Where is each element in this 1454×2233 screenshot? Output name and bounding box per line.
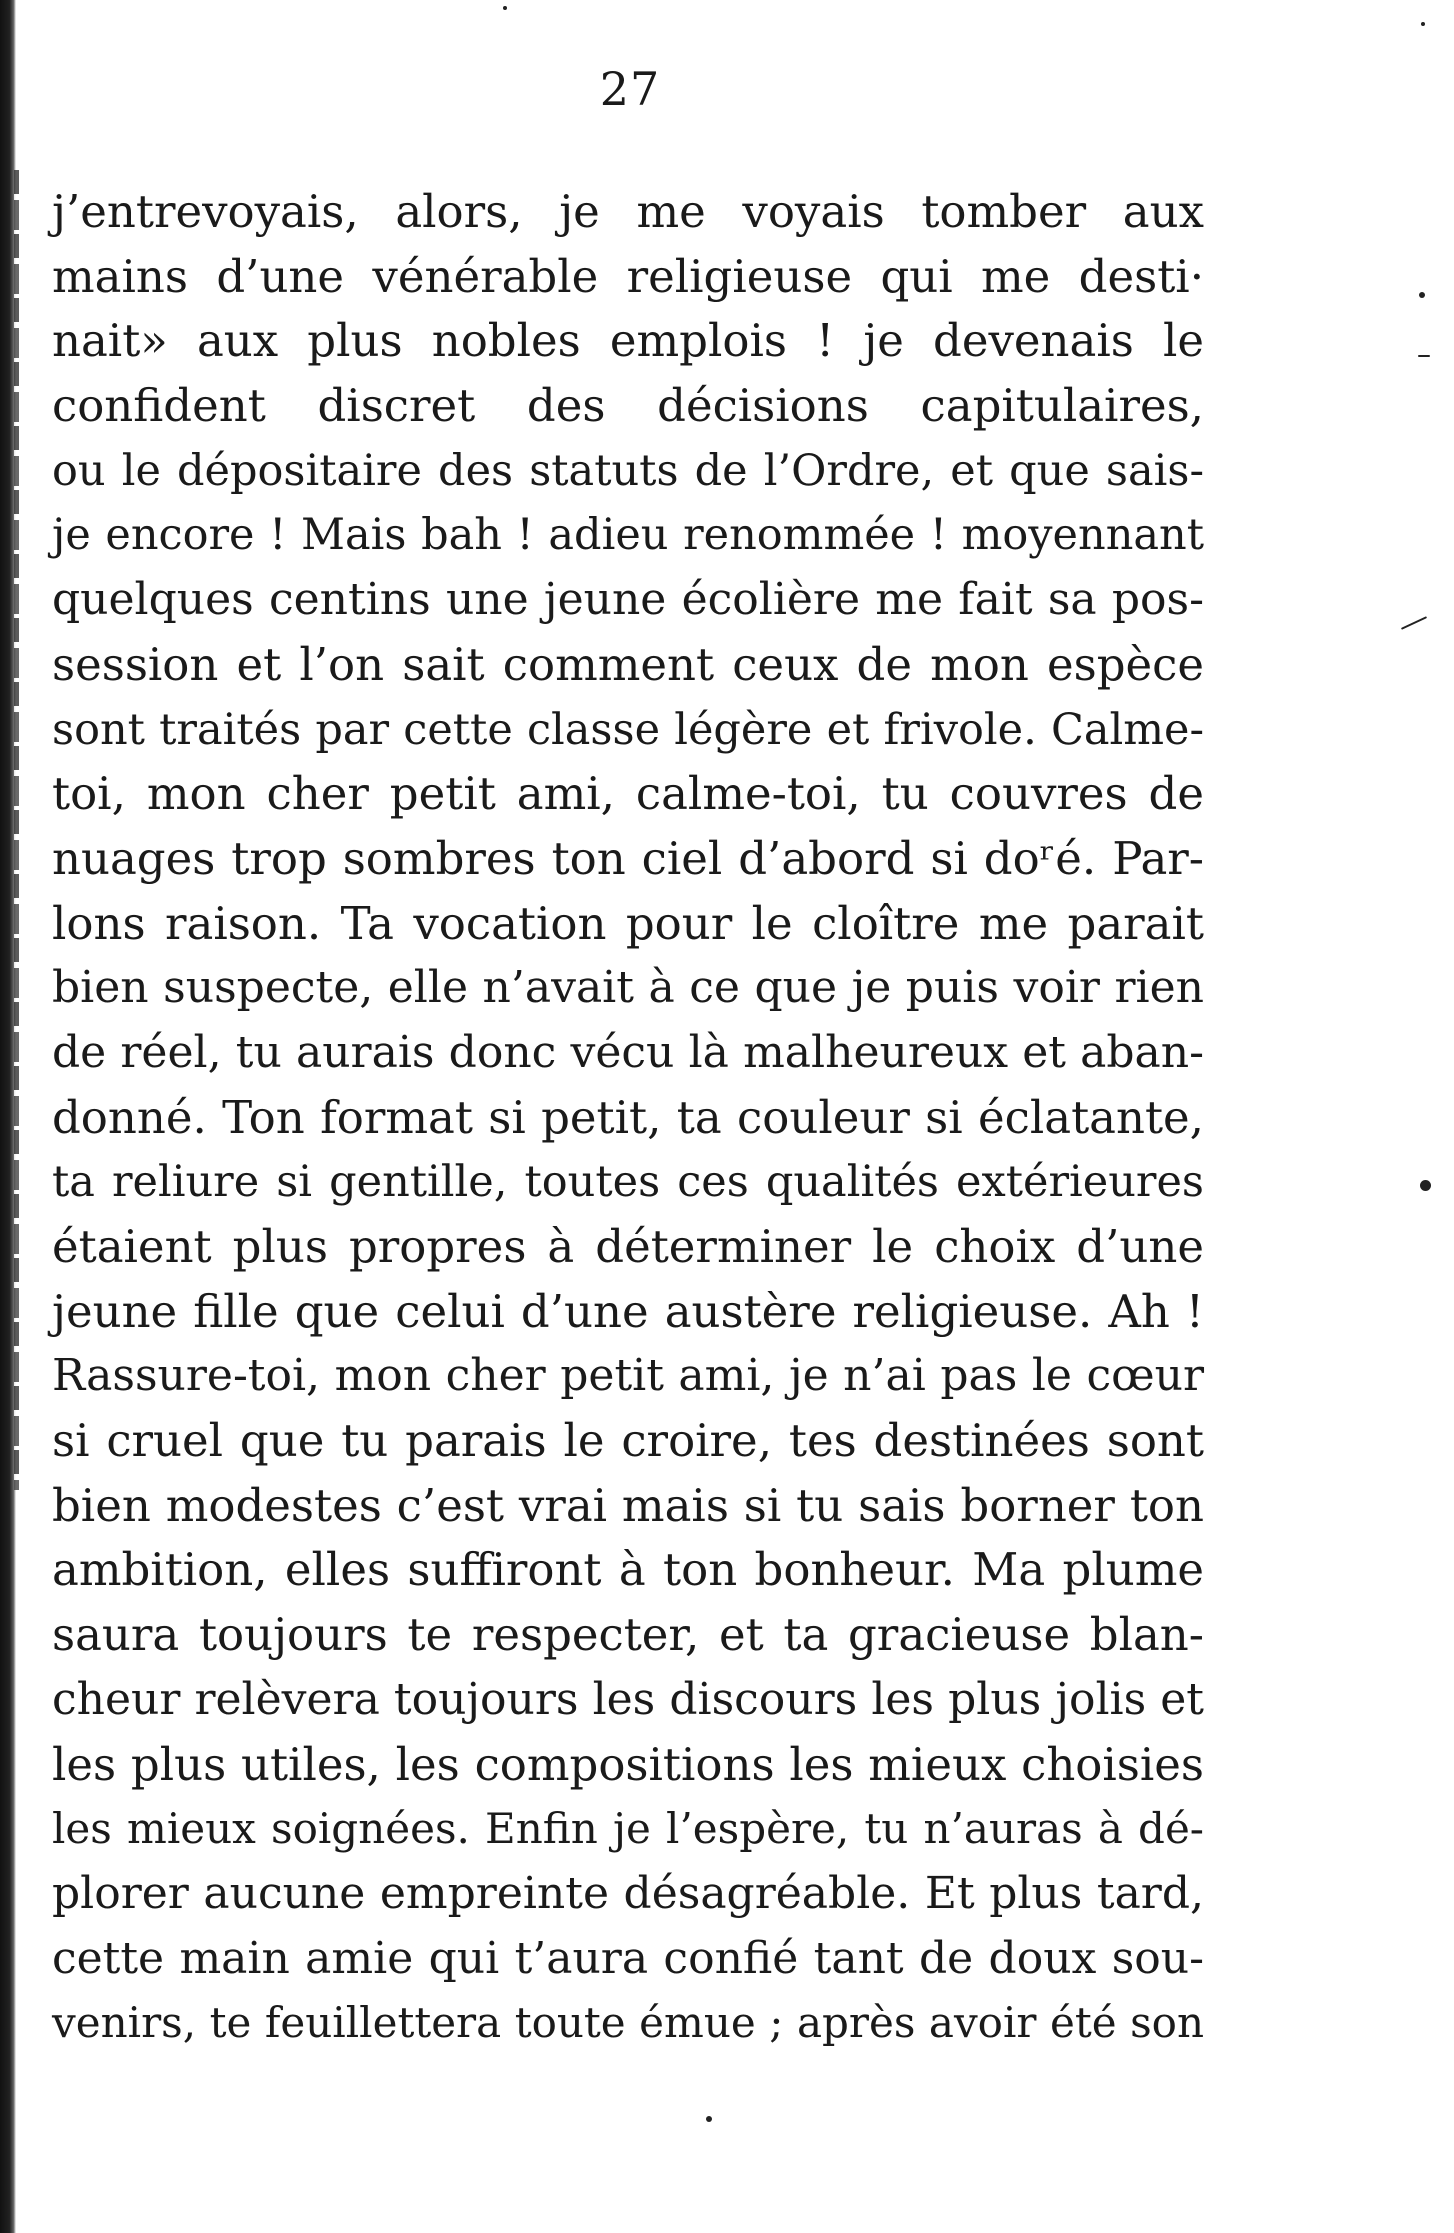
text-line: plorer aucune empreinte désagréable. Et plus tard,	[52, 1867, 1204, 1919]
text-line: si cruel que tu parais le croire, tes destinées sont	[52, 1414, 1204, 1468]
text-line: ta reliure si gentille, toutes ces qualités extérieures	[52, 1157, 1204, 1208]
scan-speck	[1421, 22, 1425, 26]
text-line: venirs, te feuillettera toute émue ; après avoir été son	[52, 1998, 1204, 2048]
text-line: lons raison. Ta vocation pour le cloître me parait	[52, 896, 1204, 950]
body-text	[52, 180, 1204, 2056]
text-line: de réel, tu aurais donc vécu là malheureux et aban-	[52, 1026, 1204, 1078]
text-line: ou le dépositaire des statuts de l’Ordre, et que sais-	[52, 445, 1204, 496]
text-line: session et l’on sait comment ceux de mon espèce	[52, 637, 1204, 691]
text-line: bien modestes c’est vrai mais si tu sais borner ton	[52, 1478, 1204, 1532]
text-line: confident discret des décisions capitulaires,	[52, 379, 1204, 433]
text-line: jeune fille que celui d’une austère religieuse. Ah !	[52, 1284, 1204, 1338]
text-line: toi, mon cher petit ami, calme-toi, tu couvres de	[52, 767, 1204, 821]
text-line: les plus utiles, les compositions les mieux choisies	[52, 1737, 1204, 1791]
scan-speck	[1418, 355, 1430, 357]
binding-edge	[0, 0, 16, 2233]
text-line: sont traités par cette classe légère et frivole. Calme-	[52, 704, 1204, 755]
text-line: saura toujours te respecter, et ta gracieuse blan-	[52, 1608, 1204, 1662]
scan-speck	[1420, 1180, 1431, 1191]
text-line: mains d’une vénérable religieuse qui me desti·	[52, 249, 1204, 303]
text-line: Rassure-toi, mon cher petit ami, je n’ai pas le cœur	[52, 1350, 1204, 1402]
text-line: étaient plus propres à déterminer le choix d’une	[52, 1220, 1204, 1273]
text-line: cette main amie qui t’aura confié tant de doux sou-	[52, 1932, 1204, 1984]
text-line: donné. Ton format si petit, ta couleur si éclatante,	[52, 1090, 1204, 1144]
scan-speck	[503, 6, 507, 10]
text-line: nait» aux plus nobles emplois ! je devenais le	[52, 314, 1204, 368]
text-line: nuages trop sombres ton ciel d’abord si doʳé. Par-	[52, 831, 1204, 885]
text-line: ambition, elles suffiront à ton bonheur. Ma plume	[52, 1543, 1204, 1597]
scan-speck	[1419, 292, 1425, 298]
text-line: les mieux soignées. Enfin je l’espère, tu n’auras à dé-	[52, 1804, 1204, 1854]
text-line: j’entrevoyais, alors, je me voyais tomber aux	[52, 185, 1204, 238]
text-line: bien suspecte, elle n’avait à ce que je puis voir rien	[52, 962, 1204, 1014]
scan-speck	[706, 2116, 712, 2122]
scan-speck	[1401, 616, 1427, 630]
text-line: je encore ! Mais bah ! adieu renommée ! moyennant	[52, 510, 1204, 561]
page-number: 27	[599, 62, 661, 116]
text-line: cheur relèvera toujours les discours les plus jolis et	[52, 1673, 1204, 1725]
text-line: quelques centins une jeune écolière me fait sa pos-	[52, 574, 1204, 626]
